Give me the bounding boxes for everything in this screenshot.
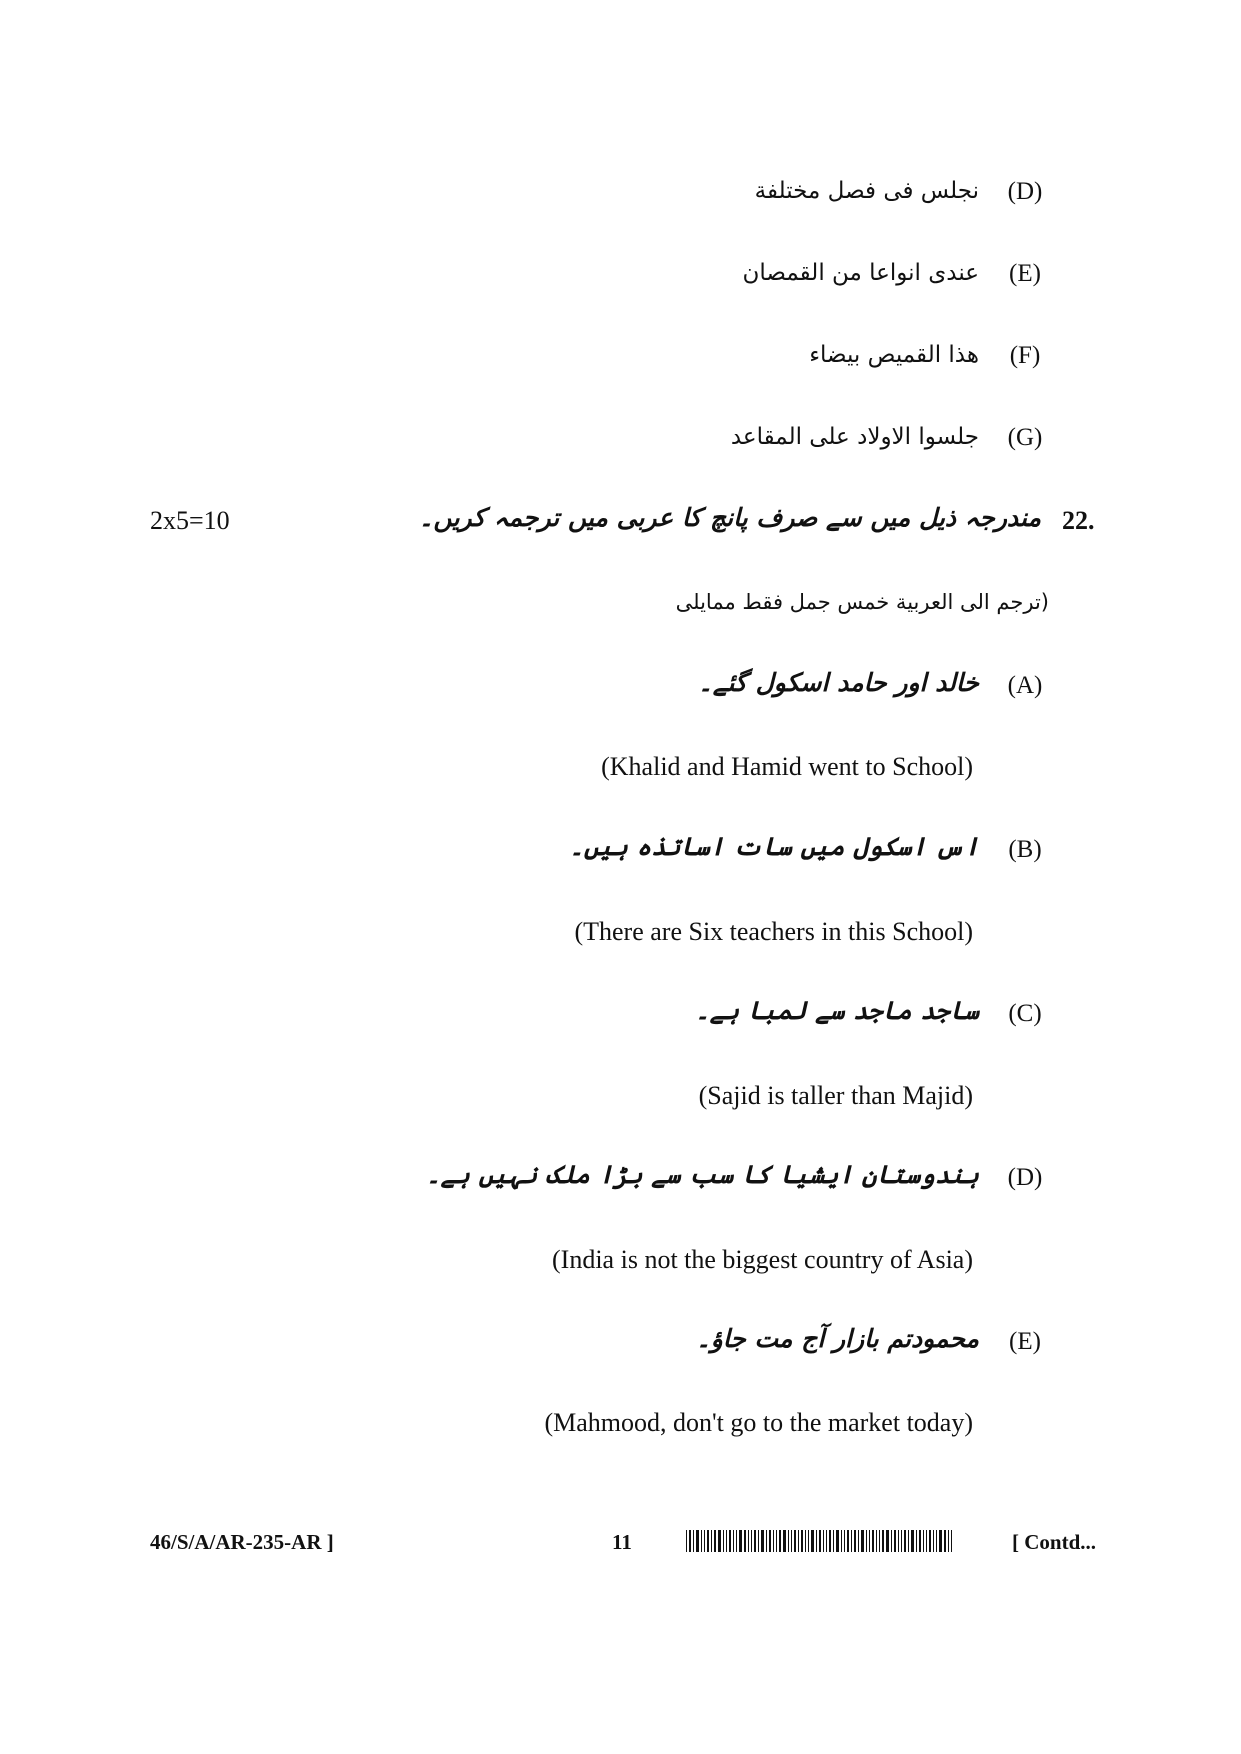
barcode-bar xyxy=(851,1530,852,1552)
barcode-bar xyxy=(696,1530,699,1552)
item-label: (C) xyxy=(1008,1000,1042,1027)
barcode-bar xyxy=(816,1530,817,1552)
barcode-bar xyxy=(844,1530,845,1552)
option-arabic-text: عندى انواعا من القمصان xyxy=(742,260,979,286)
footer-paper-code: 46/S/A/AR-235-AR ] xyxy=(150,1530,334,1554)
barcode-bar xyxy=(923,1530,924,1552)
item-urdu-text: ساجد ماجد سے لمبا ہے۔ xyxy=(695,996,979,1025)
barcode-bar xyxy=(886,1530,889,1552)
barcode-bar xyxy=(919,1530,921,1552)
item-label: (D) xyxy=(1007,1164,1043,1191)
barcode-bar xyxy=(836,1530,839,1552)
barcode-bar xyxy=(858,1530,859,1552)
barcode-bar xyxy=(805,1530,806,1552)
barcode-bar xyxy=(929,1530,931,1552)
barcode-bar xyxy=(798,1530,799,1552)
question-marks: 2x5=10 xyxy=(150,506,230,535)
barcode-bar xyxy=(926,1530,927,1552)
barcode-bar xyxy=(908,1530,909,1552)
item-english-text: (Khalid and Hamid went to School) xyxy=(601,752,973,781)
barcode-bar xyxy=(733,1530,734,1552)
barcode-bar xyxy=(714,1530,716,1552)
item-label: (E) xyxy=(1009,1328,1041,1355)
option-label: (F) xyxy=(1009,342,1041,369)
barcode-bar xyxy=(944,1530,946,1552)
item-label: (A) xyxy=(1007,672,1043,699)
barcode-bar xyxy=(754,1530,756,1552)
barcode-bar xyxy=(773,1530,774,1552)
barcode-bar xyxy=(723,1530,724,1552)
barcode-bar xyxy=(744,1530,746,1552)
barcode-bar xyxy=(704,1530,705,1552)
barcode-bar xyxy=(879,1530,880,1552)
barcode-bar xyxy=(866,1530,867,1552)
item-urdu-text: اس اسکول میں سات اساتذہ ہیں۔ xyxy=(569,832,979,861)
barcode-bar xyxy=(854,1530,856,1552)
barcode-bar xyxy=(904,1530,906,1552)
item-english-text: (Sajid is taller than Majid) xyxy=(698,1081,973,1110)
barcode-bar xyxy=(689,1530,691,1552)
barcode-bar xyxy=(841,1530,842,1552)
barcode-bar xyxy=(882,1530,884,1552)
barcode-bar xyxy=(801,1530,803,1552)
item-urdu-text: خالد اور حامد اسکول گئے۔ xyxy=(698,668,979,697)
barcode-bar xyxy=(739,1530,742,1552)
item-english-text: (Mahmood, don't go to the market today) xyxy=(544,1408,973,1437)
barcode-bar xyxy=(861,1530,864,1552)
item-english-text: (India is not the biggest country of Asia) xyxy=(552,1245,973,1274)
option-label: (G) xyxy=(1007,424,1043,451)
footer-page-number: 11 xyxy=(612,1530,632,1554)
item-urdu-text: محمودتم بازار آج مت جاؤ۔ xyxy=(696,1324,979,1353)
barcode-bar xyxy=(808,1530,809,1552)
barcode-bar xyxy=(833,1530,834,1552)
barcode-bar xyxy=(948,1530,949,1552)
barcode-bar xyxy=(951,1530,952,1552)
barcode-bar xyxy=(726,1530,727,1552)
barcode-bar xyxy=(933,1530,934,1552)
item-english-text: (There are Six teachers in this School) xyxy=(574,917,973,946)
barcode-bar xyxy=(916,1530,917,1552)
barcode-bar xyxy=(736,1530,737,1552)
item-urdu-text: ہندوستان ایشیا کا سب سے بڑا ملک نہیں ہے۔ xyxy=(425,1160,979,1189)
barcode-bar xyxy=(869,1530,870,1552)
barcode-bar xyxy=(707,1530,709,1552)
barcode-bar xyxy=(783,1530,786,1552)
barcode-bar xyxy=(794,1530,796,1552)
barcode-bar xyxy=(766,1530,767,1552)
footer-contd: [ Contd... xyxy=(1012,1530,1097,1554)
barcode-image xyxy=(686,1530,1004,1552)
barcode-bar xyxy=(811,1530,814,1552)
barcode-bar xyxy=(819,1530,821,1552)
option-label: (E) xyxy=(1009,260,1041,287)
barcode-bar xyxy=(847,1530,849,1552)
barcode-bar xyxy=(729,1530,731,1552)
option-arabic-text: هذا القميص بيضاء xyxy=(809,342,979,368)
barcode-bar xyxy=(769,1530,771,1552)
barcode-bar xyxy=(901,1530,902,1552)
barcode-bar xyxy=(936,1530,937,1552)
barcode-bar xyxy=(939,1530,942,1552)
question-arabic-instruction: (ترجم الى العربية خمس جمل فقط ممايلى xyxy=(675,590,1049,614)
option-label: (D) xyxy=(1007,178,1043,205)
barcode-bar xyxy=(894,1530,896,1552)
item-label: (B) xyxy=(1008,836,1042,863)
barcode-bar xyxy=(876,1530,877,1552)
barcode-bar xyxy=(686,1530,687,1552)
barcode-bar xyxy=(693,1530,694,1552)
barcode-bar xyxy=(788,1530,789,1552)
barcode-bar xyxy=(872,1530,874,1552)
barcode-bar xyxy=(776,1530,777,1552)
barcode-bar xyxy=(891,1530,892,1552)
barcode-bar xyxy=(701,1530,702,1552)
barcode-bar xyxy=(898,1530,899,1552)
barcode-bar xyxy=(718,1530,721,1552)
barcode-bar xyxy=(751,1530,752,1552)
barcode-bar xyxy=(779,1530,781,1552)
barcode-bar xyxy=(823,1530,824,1552)
option-arabic-text: نجلس فى فصل مختلفة xyxy=(754,178,979,204)
barcode-bar xyxy=(911,1530,914,1552)
barcode-bar xyxy=(761,1530,764,1552)
barcode-bar xyxy=(791,1530,792,1552)
question-urdu-instruction: مندرجہ ذیل میں سے صرف پانچ کا عربی میں ترجمہ کریں۔ xyxy=(418,503,1041,532)
barcode-bar xyxy=(829,1530,831,1552)
barcode-bar xyxy=(758,1530,759,1552)
question-number: 22. xyxy=(1062,506,1095,535)
option-arabic-text: جلسوا الاولاد على المقاعد xyxy=(730,424,979,450)
barcode-bar xyxy=(748,1530,749,1552)
barcode-bar xyxy=(826,1530,827,1552)
barcode-bar xyxy=(711,1530,712,1552)
